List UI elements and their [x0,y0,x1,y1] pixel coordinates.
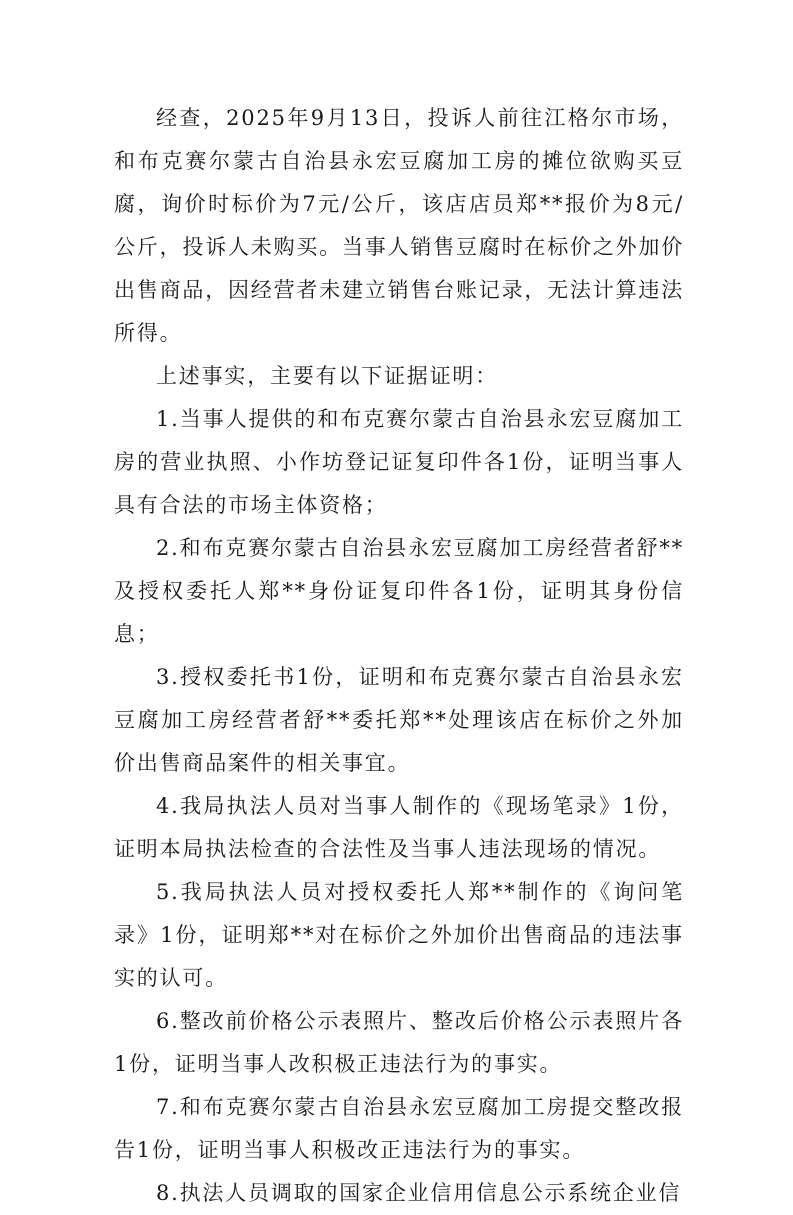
paragraph-evidence-intro: 上述事实，主要有以下证据证明： [156,364,498,388]
evidence-item-4: 4.我局执法人员对当事人制作的《现场笔录》1份，证明本局执法检查的合法性及当事人违法现场的情况。 [114,794,684,861]
evidence-item-6: 6.整改前价格公示表照片、整改后价格公示表照片各1份，证明当事人改积极正违法行为的事实。 [114,1009,684,1076]
paragraph-findings: 经查，2025年9月13日，投诉人前往江格尔市场，和布克赛尔蒙古自治县永宏豆腐加工房的摊位欲购买豆腐，询价时标价为7元/公斤，该店店员郑**报价为8元/公斤，投诉人未购买。当事人销售豆腐时在标价之外加价出售商品，因经营者未建立销售台账记录，无法计算违法所得。 [114,106,684,345]
evidence-item-5: 5.我局执法人员对授权委托人郑**制作的《询问笔录》1份，证明郑**对在标价之外加价出售商品的违法事实的认可。 [114,880,684,990]
evidence-item-3: 3.授权委托书1份，证明和布克赛尔蒙古自治县永宏豆腐加工房经营者舒**委托郑**处理该店在标价之外加价出售商品案件的相关事宜。 [114,665,684,775]
evidence-item-7: 7.和布克赛尔蒙古自治县永宏豆腐加工房提交整改报告1份，证明当事人积极改正违法行为的事实。 [114,1095,684,1162]
evidence-item-1: 1.当事人提供的和布克赛尔蒙古自治县永宏豆腐加工房的营业执照、小作坊登记证复印件各1份，证明当事人具有合法的市场主体资格； [114,407,684,517]
evidence-item-8: 8.执法人员调取的国家企业信用信息公示系统企业信 [156,1181,682,1205]
document-body [114,97,684,1215]
evidence-item-2: 2.和布克赛尔蒙古自治县永宏豆腐加工房经营者舒**及授权委托人郑**身份证复印件各1份，证明其身份信息； [114,536,684,646]
